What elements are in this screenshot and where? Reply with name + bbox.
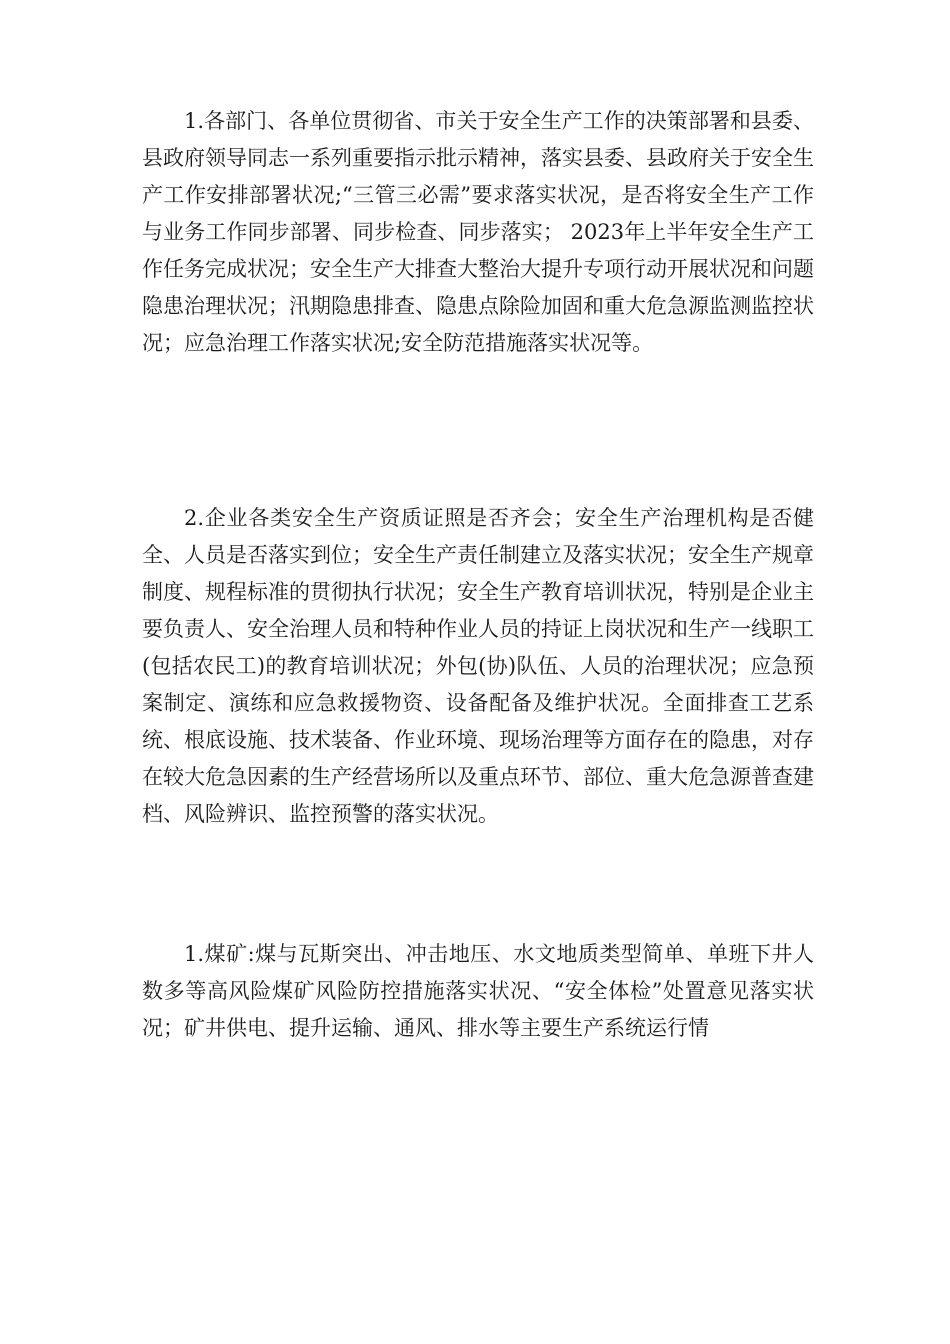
paragraph-3: 1.煤矿:煤与瓦斯突出、冲击地压、水文地质类型简单、单班下井人数多等高风险煤矿风险防控措施落实状况、“安全体检”处置意见落实状况；矿井供电、提升运输、通风、排水等主要生产系统运行情: [142, 942, 814, 1040]
paragraph-1: 1.各部门、各单位贯彻省、市关于安全生产工作的决策部署和县委、县政府领导同志一系列重要指示批示精神，落实县委、县政府关于安全生产工作安排部署状况;“三管三必需”要求落实状况，是否将安全生产工作与业务工作同步部署、同步检查、同步落实； 2023年上半年安全生产工作任务完成状况；安全生产大排查大整治大提升专项行动开展状况和问题隐患治理状况；汛期隐患排查、隐患点除险加固和重大危急源监测监控状况；应急治理工作落实状况;安全防范措施落实状况等。: [142, 109, 814, 355]
paragraph-2: 2.企业各类安全生产资质证照是否齐会；安全生产治理机构是否健全、人员是否落实到位；安全生产责任制建立及落实状况；安全生产规章制度、规程标准的贯彻执行状况；安全生产教育培训状况，特别是企业主要负责人、安全治理人员和特种作业人员的持证上岗状况和生产一线职工(包括农民工)的教育培训状况；外包(协)队伍、人员的治理状况；应急预案制定、演练和应急救援物资、设备配备及维护状况。全面排查工艺系统、根底设施、技术装备、作业环境、现场治理等方面存在的隐患，对存在较大危急因素的生产经营场所以及重点环节、部位、重大危急源普查建档、风险辨识、监控预警的落实状况。: [142, 506, 814, 826]
